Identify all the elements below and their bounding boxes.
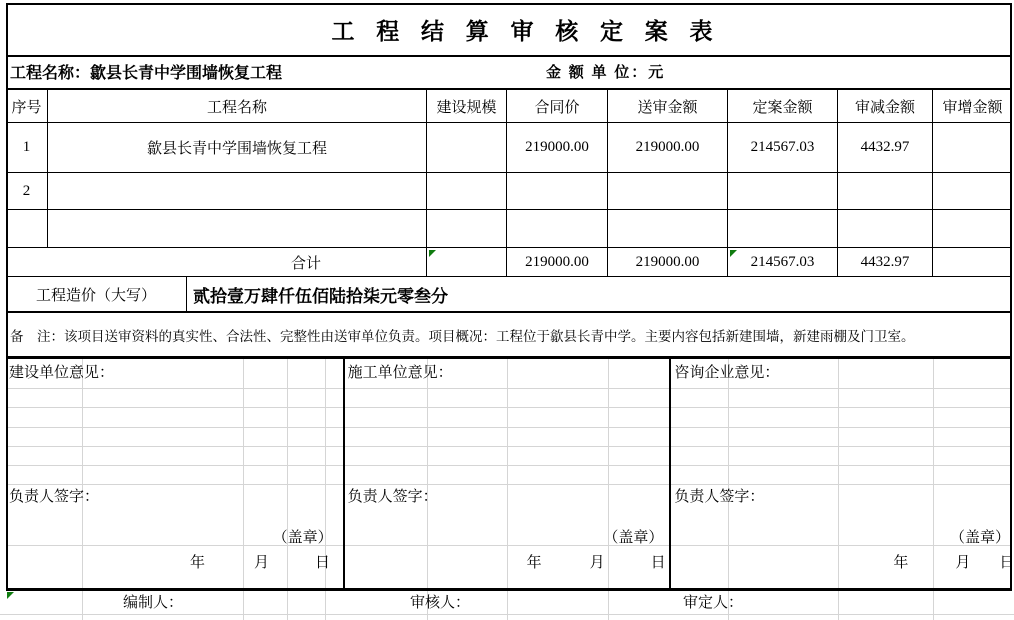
table-cell bbox=[6, 210, 48, 248]
table-cell: 1 bbox=[6, 123, 48, 173]
table-cell: 219000.00 bbox=[608, 248, 728, 277]
col-header-contract-price: 合同价 bbox=[507, 90, 608, 123]
table-cell bbox=[933, 123, 1012, 173]
table-cell bbox=[48, 173, 427, 210]
amount-unit-label: 金 额 单 位：元 bbox=[546, 65, 666, 81]
preparer-label: 编制人： bbox=[123, 595, 184, 611]
table-cell bbox=[933, 248, 1012, 277]
project-name-label: 工程名称：歙县长青中学围墙恢复工程 bbox=[10, 65, 283, 82]
cost-in-words-label: 工程造价（大写） bbox=[6, 277, 187, 311]
col-header-increased-amount: 审增金额 bbox=[933, 90, 1012, 123]
table-cell: 2 bbox=[6, 173, 48, 210]
date-line bbox=[671, 550, 1012, 576]
table-cell: 歙县长青中学围墙恢复工程 bbox=[48, 123, 427, 173]
table-cell: 4432.97 bbox=[838, 248, 933, 277]
table-cell bbox=[427, 248, 507, 277]
seal-label: （盖章） bbox=[949, 530, 1010, 546]
col-header-seq: 序号 bbox=[6, 90, 48, 123]
page-title: 工 程 结 算 审 核 定 案 表 bbox=[331, 18, 721, 44]
opinion-contractor-unit bbox=[345, 359, 672, 588]
table-cell bbox=[507, 210, 608, 248]
day-label: 日 bbox=[315, 555, 331, 571]
signer-label: 负责人签字： bbox=[674, 489, 765, 505]
col-header-scale: 建设规模 bbox=[427, 90, 507, 123]
opinion-construction-unit bbox=[6, 359, 345, 588]
settlement-table bbox=[6, 90, 1012, 277]
table-cell bbox=[933, 210, 1012, 248]
col-header-reduced-amount: 审减金额 bbox=[838, 90, 933, 123]
table-cell bbox=[838, 210, 933, 248]
opinion-consulting-company bbox=[671, 359, 1012, 588]
signer-label: 负责人签字： bbox=[347, 489, 438, 505]
meta-row bbox=[6, 57, 1012, 90]
year-label: 年 bbox=[893, 555, 909, 571]
col-header-final-amount: 定案金额 bbox=[728, 90, 838, 123]
total-row-label: 合计 bbox=[6, 248, 427, 277]
table-cell bbox=[838, 173, 933, 210]
table-cell: 4432.97 bbox=[838, 123, 933, 173]
reviewer-label: 审核人： bbox=[410, 595, 471, 611]
col-header-project-name: 工程名称 bbox=[48, 90, 427, 123]
table-cell bbox=[933, 173, 1012, 210]
table-cell bbox=[728, 210, 838, 248]
day-label: 日 bbox=[999, 555, 1014, 571]
table-cell bbox=[728, 173, 838, 210]
date-line bbox=[6, 550, 343, 576]
month-label: 月 bbox=[589, 555, 605, 571]
opinion-title: 咨询企业意见： bbox=[674, 365, 780, 381]
sheet-title-row bbox=[6, 3, 1012, 57]
month-label: 月 bbox=[254, 555, 270, 571]
opinions-section bbox=[6, 359, 1012, 588]
excel-cell-flag-icon bbox=[429, 250, 436, 257]
cost-in-words-row bbox=[6, 277, 1012, 313]
seal-label: （盖章） bbox=[603, 530, 664, 546]
table-cell: 219000.00 bbox=[507, 248, 608, 277]
table-cell: 219000.00 bbox=[507, 123, 608, 173]
approver-label: 审定人： bbox=[683, 595, 744, 611]
excel-cell-flag-icon bbox=[7, 592, 14, 599]
month-label: 月 bbox=[955, 555, 971, 571]
opinion-title: 施工单位意见： bbox=[347, 365, 453, 381]
table-cell bbox=[48, 210, 427, 248]
table-cell bbox=[427, 210, 507, 248]
seal-label: （盖章） bbox=[272, 530, 333, 546]
year-label: 年 bbox=[190, 555, 206, 571]
remark-row bbox=[6, 313, 1012, 359]
table-cell bbox=[507, 173, 608, 210]
table-cell: 214567.03 bbox=[728, 123, 838, 173]
signer-label: 负责人签字： bbox=[9, 489, 100, 505]
table-cell bbox=[608, 210, 728, 248]
table-cell bbox=[427, 173, 507, 210]
col-header-submitted-amount: 送审金额 bbox=[608, 90, 728, 123]
day-label: 日 bbox=[650, 555, 666, 571]
opinion-title: 建设单位意见： bbox=[9, 365, 115, 381]
excel-cell-flag-icon bbox=[730, 250, 737, 257]
remark-text: 备 注：该项目送审资料的真实性、合法性、完整性由送审单位负责。项目概况：工程位于歙县长青中学。主要内容包括新建围墙，新建雨棚及门卫室。 bbox=[10, 328, 915, 344]
year-label: 年 bbox=[526, 555, 542, 571]
table-cell: 219000.00 bbox=[608, 123, 728, 173]
table-cell: 214567.03 bbox=[728, 248, 838, 277]
table-cell bbox=[427, 123, 507, 173]
bottom-names-row bbox=[6, 591, 1012, 614]
table-cell bbox=[608, 173, 728, 210]
date-line bbox=[345, 550, 670, 576]
cost-in-words-value: 贰拾壹万肆仟伍佰陆拾柒元零叁分 bbox=[193, 286, 448, 306]
